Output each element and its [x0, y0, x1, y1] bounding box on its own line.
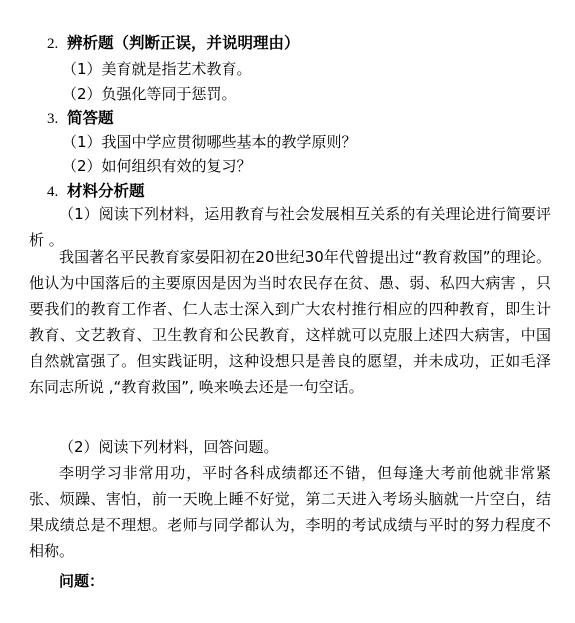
section-3-number: 3. [47, 111, 59, 127]
section-2-title: 辨析题（判断正误，并说明理由） [67, 34, 300, 52]
section-4-heading [47, 181, 145, 202]
material-2-text: 李明学习非常用功，平时各科成绩都还不错，但每逢大考前他就非常紧张、烦躁、害怕，前一天晚上睡不好觉，第二天进入考场头脑就一片空白，结果成绩总是不理想。老师与同学都认为，李明的考试成绩与平时的努力程度不相称。 [29, 464, 551, 560]
material-1-text: 我国著名平民教育家晏阳初在20世纪30年代曾提出过“教育救国”的理论。他认为中国落后的主要原因是因为当时农民存在贫、愚、弱、私四大病害 ，只要我们的教育工作者、仁人志士深入到广大农村推行相应的四种教育，即生计教育、文艺教育、卫生教育和公民教育，这样就可以克服上述四大病害，中国自然就富强了。但实践证明，这种设想只是善良的愿望，并未成功，正如毛泽东同志所说 ,“教育救国”, 唤来唤去还是一句空话。 [29, 248, 551, 396]
section-3-heading [47, 108, 114, 129]
section-3-title: 简答题 [67, 109, 114, 127]
material-1-prompt: （1）阅读下列材料，运用教育与社会发展相互关系的有关理论进行简要评析 。 [29, 205, 551, 249]
section-3-item-1: （1）我国中学应贯彻哪些基本的教学原则？ [62, 133, 357, 151]
section-2-item-1: （1）美育就是指艺术教育。 [62, 60, 252, 78]
section-4-number: 4. [47, 184, 59, 200]
section-3-item-2: （2）如何组织有效的复习？ [62, 157, 252, 175]
section-2-item-2: （2）负强化等同于惩罚。 [62, 85, 237, 103]
section-2-number: 2. [47, 36, 59, 52]
section-4-title: 材料分析题 [67, 182, 145, 200]
question-label: 问题： [59, 572, 105, 590]
material-2-prompt: （2）阅读下列材料，回答问题。 [59, 438, 279, 456]
section-2-heading [47, 33, 300, 54]
